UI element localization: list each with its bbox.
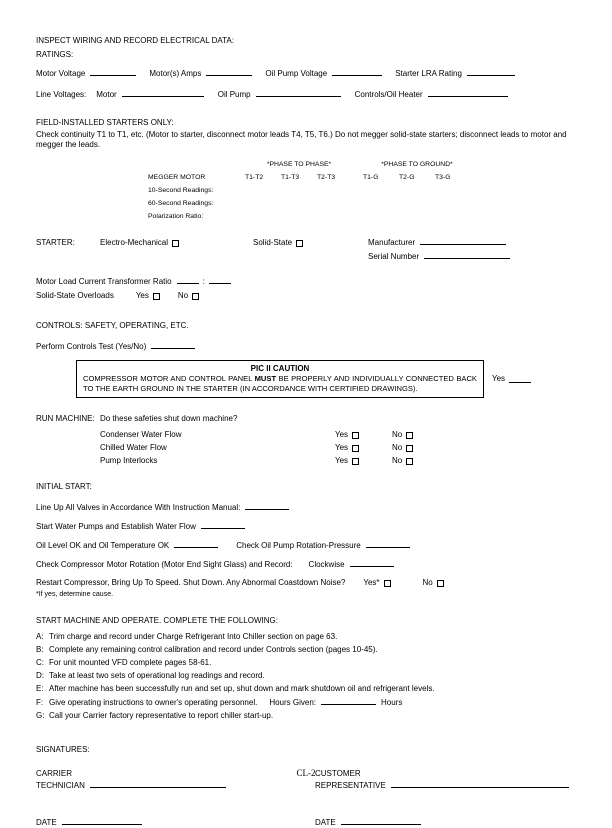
item-f-text: Give operating instructions to owner's operating personnel. (49, 698, 258, 707)
solid-state-label: Solid-State (253, 238, 293, 247)
valves-row (36, 502, 576, 513)
pic-ii-caution-box (76, 360, 484, 398)
item-a-text: Trim charge and record under Charge Refrigerant Into Chiller section on page 63. (49, 632, 338, 641)
ratings-heading: RATINGS: (36, 50, 74, 59)
customer-representative-row (315, 780, 576, 791)
motor-voltage-label: Motor Voltage (36, 69, 86, 78)
date-row (36, 817, 576, 828)
megger-col-t3-g: T3-G (435, 174, 451, 181)
pump-no-checkbox[interactable] (406, 458, 413, 465)
megger-table (148, 160, 576, 221)
megger-col-t1-t2: T1-T2 (245, 174, 264, 181)
phase-to-phase-header: *PHASE TO PHASE* (266, 161, 332, 168)
yes-label: Yes (135, 291, 149, 300)
chilled-yes-option (335, 443, 392, 453)
lv-oil-pump-label: Oil Pump (217, 90, 251, 99)
yes-label: Yes (335, 430, 349, 439)
item-f-letter: F: (36, 698, 44, 707)
hours-given-label: Hours Given: (269, 698, 316, 707)
manufacturer-label: Manufacturer (368, 238, 416, 247)
overloads-no-option (178, 291, 199, 301)
restart-footnote: *If yes, determine cause. (36, 591, 114, 598)
oil-level-label: Oil Level OK and Oil Temperature OK (36, 541, 170, 550)
pump-yes-option (335, 456, 392, 466)
hours-given-blank[interactable] (321, 697, 376, 705)
serial-number-label: Serial Number (368, 252, 420, 261)
solid-state-checkbox[interactable] (296, 240, 303, 247)
ratio-blank-1[interactable] (177, 276, 199, 284)
starter-electro-option (100, 238, 253, 248)
starter-lra-label: Starter LRA Rating (395, 69, 462, 78)
caution-yes-label: Yes (492, 374, 506, 383)
megger-row-10-second: 10-Second Readings: (148, 187, 214, 194)
chilled-no-option (392, 443, 413, 453)
starter-solid-option (253, 238, 368, 248)
line-voltages-label: Line Voltages: (36, 90, 87, 99)
carrier-date-blank[interactable] (62, 817, 142, 825)
overloads-no-checkbox[interactable] (192, 293, 199, 300)
pump-no-option (392, 456, 413, 466)
clockwise-label: Clockwise (308, 560, 345, 569)
run-machine-heading: RUN MACHINE: (36, 414, 95, 423)
megger-col-t1-t3: T1-T3 (281, 174, 300, 181)
no-label: No (177, 291, 189, 300)
valves-blank[interactable] (245, 502, 289, 510)
chilled-no-checkbox[interactable] (406, 445, 413, 452)
caution-section (76, 360, 576, 398)
phase-to-ground-header: *PHASE TO GROUND* (381, 161, 453, 168)
controls-test-label: Perform Controls Test (Yes/No) (36, 342, 147, 351)
oil-rotation-label: Check Oil Pump Rotation-Pressure (236, 541, 361, 550)
item-b-text: Complete any remaining control calibration and record under Controls section (pages 10-45). (49, 645, 378, 654)
safety-row-pump-interlocks (100, 456, 576, 466)
solid-state-overloads-row (36, 291, 576, 301)
initial-start-heading: INITIAL START: (36, 482, 92, 491)
run-machine-row (36, 414, 576, 424)
carrier-technician-signature-line[interactable] (90, 780, 226, 788)
oil-pump-voltage-blank[interactable] (332, 68, 382, 76)
restart-yes-option (363, 578, 390, 588)
no-label: No (392, 430, 403, 439)
item-d-letter: D: (36, 671, 44, 680)
megger-cells-60-second[interactable] (245, 199, 471, 208)
lv-oil-pump-blank[interactable] (256, 89, 341, 97)
item-a (36, 632, 576, 642)
lv-controls-label: Controls/Oil Heater (354, 90, 423, 99)
megger-motor-label: MEGGER MOTOR (148, 174, 206, 181)
carrier-label: CARRIER (36, 769, 73, 778)
safety-row-condenser (100, 430, 576, 440)
item-g-letter: G: (36, 711, 45, 720)
serial-number-row (368, 251, 576, 262)
signatures-heading: SIGNATURES: (36, 745, 90, 754)
ratio-colon: : (202, 277, 205, 286)
run-machine-question: Do these safeties shut down machine? (100, 414, 238, 423)
motor-amps-blank[interactable] (206, 68, 252, 76)
lv-motor-label: Motor (96, 90, 117, 99)
controls-test-blank[interactable] (151, 341, 195, 349)
oil-level-row (36, 540, 576, 551)
caution-body-post: BE PROPERLY AND INDIVIDUALLY CONNECTED BACK TO THE EARTH GROUND IN THE STARTER (IN ACCORDANCE WITH CERTIFIED DRAWINGS). (83, 374, 477, 393)
megger-row-polarization: Polarization Ratio: (148, 213, 204, 220)
ratio-blank-2[interactable] (209, 276, 231, 284)
safety-row-chilled (100, 443, 576, 453)
line-voltages-row (36, 89, 576, 100)
transformer-ratio-row (36, 276, 576, 287)
megger-gap (353, 173, 363, 182)
restart-no-option (423, 578, 444, 588)
electrical-section-title: INSPECT WIRING AND RECORD ELECTRICAL DATA: (36, 36, 234, 45)
condenser-no-option (392, 430, 413, 440)
megger-col-t2-g: T2-G (399, 174, 415, 181)
carrier-date-field (36, 817, 315, 828)
megger-spacer (148, 160, 245, 169)
field-installed-heading: FIELD-INSTALLED STARTERS ONLY: (36, 118, 174, 127)
clockwise-blank[interactable] (350, 559, 394, 567)
megger-col-t1-g: T1-G (363, 174, 379, 181)
motor-rotation-label: Check Compressor Motor Rotation (Motor End Sight Glass) and Record: (36, 560, 293, 569)
start-operate-heading: START MACHINE AND OPERATE. COMPLETE THE FOLLOWING: (36, 616, 278, 625)
caution-body-pre: COMPRESSOR MOTOR AND CONTROL PANEL (83, 374, 255, 383)
starter-row (36, 237, 576, 248)
pumps-row (36, 521, 576, 532)
motor-voltage-blank[interactable] (90, 68, 136, 76)
restart-yes-checkbox[interactable] (384, 580, 391, 587)
no-label: No (392, 443, 403, 452)
item-g (36, 711, 576, 721)
hours-unit-label: Hours (381, 698, 403, 707)
serial-number-blank[interactable] (424, 251, 510, 259)
condenser-yes-option (335, 430, 392, 440)
date-label: DATE (36, 818, 57, 827)
yes-star-label: Yes* (363, 578, 380, 587)
lv-controls-blank[interactable] (428, 89, 508, 97)
yes-label: Yes (335, 456, 349, 465)
controls-test-row (36, 341, 576, 352)
representative-label: REPRESENTATIVE (315, 781, 386, 790)
valves-label: Line Up All Valves in Accordance With Instruction Manual: (36, 503, 241, 512)
caution-body-must: MUST (254, 374, 277, 383)
customer-date-blank[interactable] (341, 817, 421, 825)
no-label: No (392, 456, 403, 465)
starter-label: STARTER: (36, 238, 75, 247)
item-d (36, 671, 576, 681)
condenser-water-flow-label: Condenser Water Flow (100, 430, 182, 439)
starter-lra-blank[interactable] (467, 68, 515, 76)
transformer-ratio-label: Motor Load Current Transformer Ratio (36, 277, 172, 286)
motor-amps-label: Motor(s) Amps (149, 69, 202, 78)
customer-date-field (315, 817, 421, 828)
pumps-label: Start Water Pumps and Establish Water Flow (36, 522, 196, 531)
motor-rotation-row (36, 559, 576, 570)
pump-yes-checkbox[interactable] (352, 458, 359, 465)
no-label: No (422, 578, 433, 587)
restart-no-checkbox[interactable] (437, 580, 444, 587)
condenser-yes-checkbox[interactable] (352, 432, 359, 439)
pumps-blank[interactable] (201, 521, 245, 529)
electro-mechanical-label: Electro-Mechanical (100, 238, 169, 247)
megger-col-t2-t3: T2-T3 (317, 174, 336, 181)
electro-mechanical-checkbox[interactable] (172, 240, 179, 247)
customer-label: CUSTOMER (315, 769, 361, 778)
solid-state-overloads-label: Solid-State Overloads (36, 291, 114, 300)
caution-yes-blank[interactable] (509, 375, 531, 383)
item-c (36, 658, 576, 668)
field-installed-body: Check continuity T1 to T1, etc. (Motor to starter, disconnect motor leads T4, T5, T6.) Do not megger solid-state starters; disconnect leads to motor and megger the leads. (36, 130, 567, 149)
controls-heading: CONTROLS: SAFETY, OPERATING, ETC. (36, 321, 189, 330)
overloads-yes-option (136, 291, 160, 301)
item-b (36, 645, 576, 655)
chilled-yes-checkbox[interactable] (352, 445, 359, 452)
item-g-text: Call your Carrier factory representative to report chiller start-up. (49, 711, 274, 720)
yes-label: Yes (335, 443, 349, 452)
customer-representative-signature-line[interactable] (391, 780, 569, 788)
ratings-row (36, 68, 576, 79)
chilled-water-flow-label: Chilled Water Flow (100, 443, 167, 452)
oil-pump-voltage-label: Oil Pump Voltage (265, 69, 328, 78)
item-e-text: After machine has been successfully run and set up, shut down and mark shutdown oil and refrigerant levels. (49, 684, 435, 693)
item-c-text: For unit mounted VFD complete pages 58-61. (49, 658, 212, 667)
item-d-text: Take at least two sets of operational log readings and record. (49, 671, 265, 680)
overloads-yes-checkbox[interactable] (153, 293, 160, 300)
megger-cells-10-second[interactable] (245, 186, 471, 195)
restart-row (36, 578, 576, 588)
megger-cells-polarization[interactable] (245, 212, 471, 221)
caution-title: PIC II CAUTION (250, 364, 310, 373)
item-e-letter: E: (36, 684, 44, 693)
oil-level-blank[interactable] (174, 540, 218, 548)
oil-rotation-blank[interactable] (366, 540, 410, 548)
manufacturer-blank[interactable] (420, 237, 506, 245)
megger-gap (353, 160, 363, 169)
item-f (36, 697, 576, 708)
date-label: DATE (315, 818, 336, 827)
technician-label: TECHNICIAN (36, 781, 85, 790)
restart-label: Restart Compressor, Bring Up To Speed. Shut Down. Any Abnormal Coastdown Noise? (36, 578, 346, 587)
item-b-letter: B: (36, 645, 44, 654)
page-number: CL-2 (296, 768, 316, 778)
caution-body (83, 374, 477, 393)
carrier-technician-row (36, 780, 315, 791)
caution-yes-field (492, 374, 531, 384)
lv-motor-blank[interactable] (122, 89, 204, 97)
pump-interlocks-label: Pump Interlocks (100, 456, 158, 465)
item-a-letter: A: (36, 632, 44, 641)
item-e (36, 684, 576, 694)
megger-row-60-second: 60-Second Readings: (148, 200, 214, 207)
condenser-no-checkbox[interactable] (406, 432, 413, 439)
item-c-letter: C: (36, 658, 44, 667)
